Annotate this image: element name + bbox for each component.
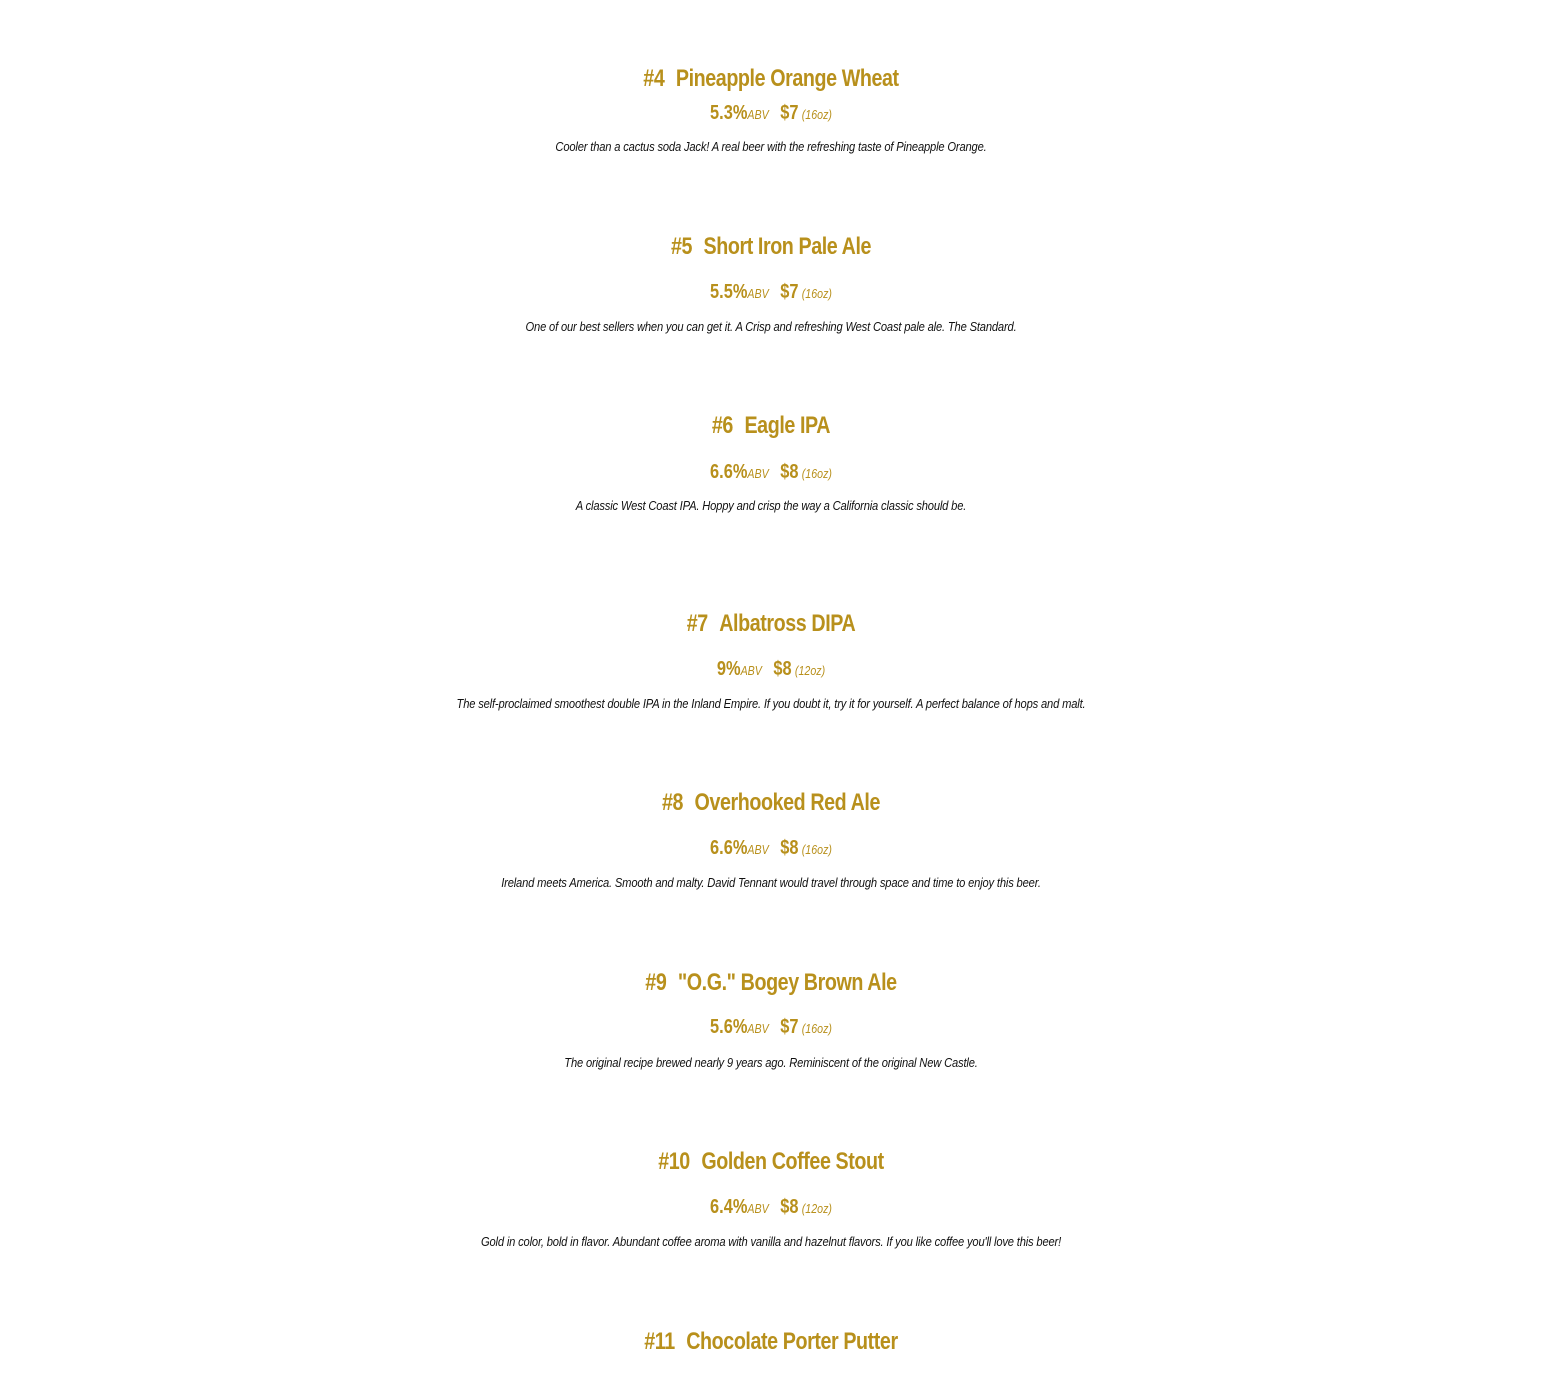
beer-meta bbox=[139, 1194, 1403, 1222]
beer-size: (16oz) bbox=[801, 107, 832, 122]
beer-abv: 9% bbox=[716, 658, 741, 680]
beer-price: $8 bbox=[780, 1196, 799, 1218]
abv-label: ABV bbox=[747, 466, 769, 481]
beer-description: The self-proclaimed smoothest double IPA in the Inland Empire. If you doubt it, try it for yourself. A perfect balance of hops and malt. bbox=[456, 696, 1086, 711]
beer-title bbox=[139, 411, 1403, 441]
beer-price: $7 bbox=[780, 281, 799, 303]
beer-abv: 6.6% bbox=[710, 461, 748, 483]
abv-label: ABV bbox=[747, 1021, 769, 1036]
beer-title bbox=[139, 788, 1403, 818]
beer-meta bbox=[139, 835, 1403, 863]
beer-number: #4 bbox=[643, 65, 665, 92]
beer-size: (16oz) bbox=[801, 466, 832, 481]
beer-title bbox=[139, 1327, 1403, 1357]
beer-item bbox=[0, 232, 1542, 336]
beer-price: $8 bbox=[780, 837, 799, 859]
beer-title bbox=[139, 232, 1403, 262]
beer-meta bbox=[139, 459, 1403, 487]
beer-number: #11 bbox=[644, 1328, 675, 1355]
beer-size: (16oz) bbox=[801, 1021, 832, 1036]
beer-price: $8 bbox=[773, 658, 792, 680]
beer-name: Overhooked Red Ale bbox=[694, 789, 881, 816]
beer-price: $7 bbox=[780, 102, 799, 124]
beer-meta bbox=[139, 1014, 1403, 1042]
beer-price: $7 bbox=[780, 1016, 799, 1038]
beer-meta bbox=[139, 279, 1403, 307]
beer-title bbox=[139, 1147, 1403, 1177]
beer-name: Albatross DIPA bbox=[719, 610, 856, 637]
abv-label: ABV bbox=[747, 842, 769, 857]
beer-description: The original recipe brewed nearly 9 years ago. Reminiscent of the original New Castle. bbox=[564, 1055, 978, 1070]
beer-title bbox=[139, 968, 1403, 998]
beer-description: One of our best sellers when you can get it. A Crisp and refreshing West Coast pale ale. The Standard. bbox=[525, 319, 1017, 334]
beer-item bbox=[0, 64, 1542, 156]
beer-title bbox=[139, 64, 1403, 94]
beer-item bbox=[0, 788, 1542, 892]
beer-number: #7 bbox=[686, 610, 708, 637]
beer-number: #5 bbox=[670, 233, 693, 260]
abv-label: ABV bbox=[740, 663, 762, 678]
beer-description: Gold in color, bold in flavor. Abundant coffee aroma with vanilla and hazelnut flavors. If you like coffee you'll love this beer! bbox=[480, 1234, 1062, 1249]
abv-label: ABV bbox=[747, 107, 769, 122]
beer-name: Short Iron Pale Ale bbox=[703, 233, 872, 260]
abv-label: ABV bbox=[747, 286, 769, 301]
beer-name: Golden Coffee Stout bbox=[701, 1148, 884, 1175]
beer-abv: 6.4% bbox=[710, 1196, 748, 1218]
beer-abv: 5.3% bbox=[710, 102, 748, 124]
beer-size: (12oz) bbox=[794, 663, 826, 678]
beer-number: #6 bbox=[711, 412, 733, 439]
beer-name: "O.G." Bogey Brown Ale bbox=[677, 969, 897, 996]
beer-name: Chocolate Porter Putter bbox=[686, 1328, 898, 1355]
beer-abv: 6.6% bbox=[710, 837, 748, 859]
beer-meta bbox=[139, 656, 1403, 684]
beer-number: #10 bbox=[658, 1148, 690, 1175]
beer-item bbox=[0, 968, 1542, 1072]
beer-name: Eagle IPA bbox=[744, 412, 831, 439]
beer-meta bbox=[139, 100, 1403, 128]
beer-size: (12oz) bbox=[801, 1201, 832, 1216]
beer-abv: 5.6% bbox=[710, 1016, 748, 1038]
beer-description: Cooler than a cactus soda Jack! A real beer with the refreshing taste of Pineapple Orange. bbox=[555, 139, 987, 154]
beer-title bbox=[139, 609, 1403, 639]
beer-item bbox=[0, 1147, 1542, 1251]
beer-description: Ireland meets America. Smooth and malty. David Tennant would travel through space and time to enjoy this beer. bbox=[501, 875, 1041, 890]
beer-description: A classic West Coast IPA. Hoppy and crisp the way a California classic should be. bbox=[575, 498, 967, 513]
beer-size: (16oz) bbox=[801, 842, 832, 857]
beer-size: (16oz) bbox=[801, 286, 832, 301]
beer-item bbox=[0, 411, 1542, 515]
beer-number: #8 bbox=[661, 789, 684, 816]
beer-number: #9 bbox=[645, 969, 667, 996]
beer-name: Pineapple Orange Wheat bbox=[675, 65, 899, 92]
beer-abv: 5.5% bbox=[710, 281, 748, 303]
abv-label: ABV bbox=[747, 1201, 769, 1216]
beer-item bbox=[0, 1327, 1542, 1357]
beer-item bbox=[0, 609, 1542, 713]
beer-price: $8 bbox=[780, 461, 799, 483]
